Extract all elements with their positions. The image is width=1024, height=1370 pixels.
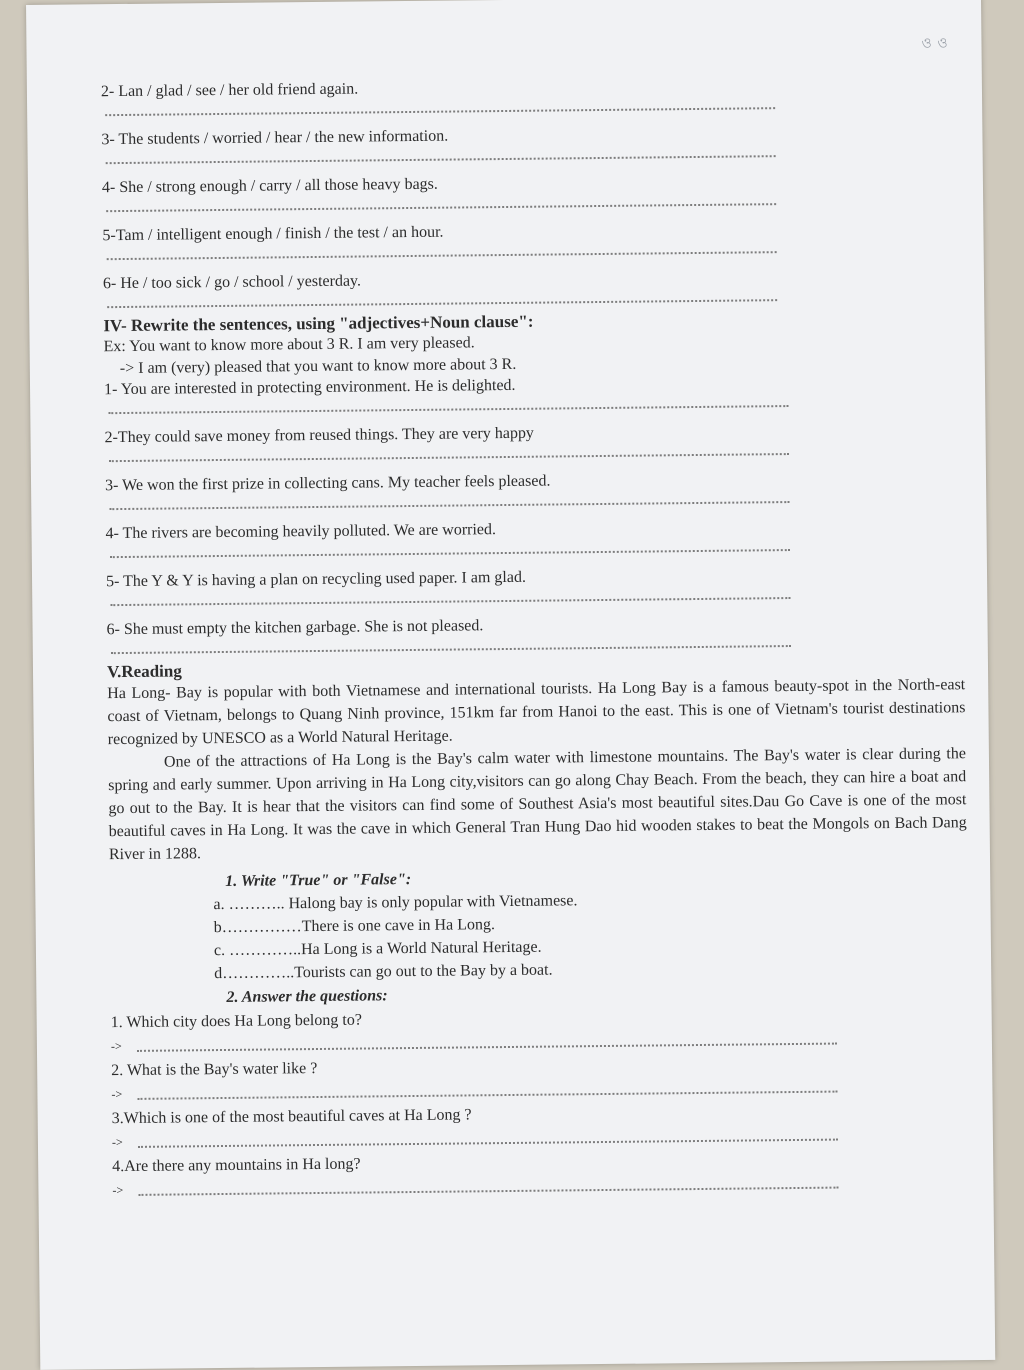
exercise-item: 3- We won the first prize in collecting cans. My teacher feels pleased. xyxy=(104,472,551,495)
arrow-mark: -> xyxy=(111,1087,123,1102)
section-heading: V.Reading xyxy=(106,661,182,682)
task-title: 1. Write "True" or "False": xyxy=(225,871,412,890)
example-answer: -> I am (very) pleased that you want to know more about 3 R. xyxy=(119,355,517,378)
exercise-item: 3- The students / worried / hear / the new information. xyxy=(101,127,449,149)
worksheet-page xyxy=(26,0,995,1370)
answer-line xyxy=(138,1131,838,1148)
exercise-item: 4- The rivers are becoming heavily polluted. We are worried. xyxy=(105,521,497,543)
exercise-item: 2- Lan / glad / see / her old friend again. xyxy=(100,80,359,101)
question: 1. Which city does Ha Long belong to? xyxy=(110,1011,362,1032)
exercise-item: 6- He / too sick / go / school / yesterday. xyxy=(102,272,362,293)
true-false-item: b……………There is one cave in Ha Long. xyxy=(213,916,496,937)
exercise-item: 6- She must empty the kitchen garbage. She is not pleased. xyxy=(106,617,484,639)
exercise-item: 1- You are interested in protecting environment. He is delighted. xyxy=(103,376,516,399)
exercise-item: 5-Tam / intelligent enough / finish / the test / an hour. xyxy=(102,223,444,245)
example-sentence: Ex: You want to know more about 3 R. I am very pleased. xyxy=(103,334,475,356)
exercise-item: 5- The Y & Y is having a plan on recycling used paper. I am glad. xyxy=(105,568,527,591)
question: 4.Are there any mountains in Ha long? xyxy=(112,1155,361,1176)
arrow-mark: -> xyxy=(111,1135,123,1150)
exercise-item: 2-They could save money from reused things. They are very happy xyxy=(104,424,534,447)
answer-line xyxy=(137,1083,837,1100)
arrow-mark: -> xyxy=(110,1039,122,1054)
exercise-item: 4- She / strong enough / carry / all those heavy bags. xyxy=(101,175,438,197)
question: 2. What is the Bay's water like ? xyxy=(111,1060,318,1080)
arrow-mark: -> xyxy=(112,1183,124,1198)
question: 3.Which is one of the most beautiful caves at Ha Long ? xyxy=(111,1106,472,1128)
true-false-item: c. …………..Ha Long is a World Natural Heritage. xyxy=(213,938,542,960)
corner-mark: ও ও xyxy=(921,36,949,52)
worksheet-content xyxy=(101,73,973,1202)
reading-paragraph: Ha Long- Bay is popular with both Vietnamese and international tourists. Ha Long Bay is a famous beauty-spot in the North-east coast of Vietnam, belongs to Quang Ninh province, 151km far from Hanoi to the east. This is one of Vietnam's tourist destinations recognized by UNESCO as a World Natural Heritage. xyxy=(107,676,966,749)
answer-line xyxy=(138,1179,838,1196)
answer-line xyxy=(137,1035,837,1052)
true-false-item: d…………..Tourists can go out to the Bay by a boat. xyxy=(214,961,553,983)
reading-paragraph: One of the attractions of Ha Long is the Bay's calm water with limestone mountains. The Bay's water is clear during the spring and early summer. Upon arriving in Ha Long city,visitors can go along Chay Beach. From the beach, they can hire a boat and go out to the Bay. It is hear that the visitors can find some of Southest Asia's most beautiful sites.Dau Go Cave is one of the most beautiful caves in Ha Long. It was the cave in which General Tran Hung Dao hid wooden stakes to beat the Mongols on Bach Dang River in 1288. xyxy=(108,745,967,864)
section-heading: IV- Rewrite the sentences, using "adjectives+Noun clause": xyxy=(103,311,534,336)
task-title: 2. Answer the questions: xyxy=(226,987,388,1006)
true-false-item: a. ……….. Halong bay is only popular with Vietnamese. xyxy=(213,892,578,914)
